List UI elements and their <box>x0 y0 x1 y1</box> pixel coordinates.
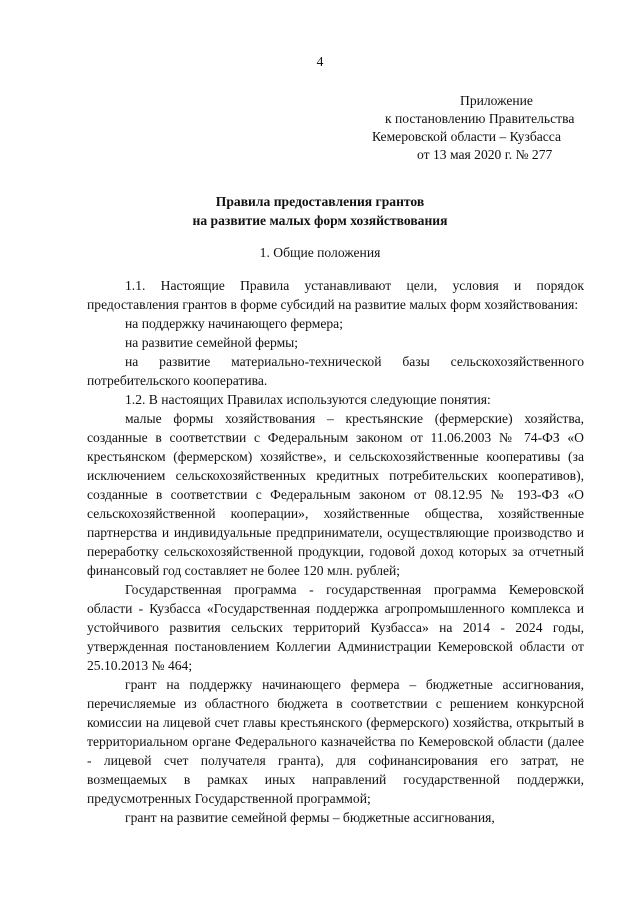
document-body <box>87 276 584 827</box>
paragraph: 1.1. Настоящие Правила устанавливают цели, условия и порядок предоставления грантов в форме субсидий на развитие малых форм хозяйствования: <box>87 278 584 312</box>
title-line: Правила предоставления грантов <box>215 194 425 209</box>
paragraph: на поддержку начинающего фермера; <box>125 316 343 331</box>
page-number: 4 <box>316 54 324 69</box>
paragraph: на развитие семейной фермы; <box>125 335 299 350</box>
document-title <box>0 192 640 230</box>
paragraph: малые формы хозяйствования – крестьянские (фермерские) хозяйства, созданные в соответствии с Федеральным законом от 11.06.2003 № 74-ФЗ «О крестьянском (фермерском) хозяйстве», и сельскохозяйственные кооперативы (за исключением сельскохозяйственных кредитных потребительских кооперативов), созданные в соответствии с Федеральным законом от 08.12.95 № 193-ФЗ «О сельскохозяйственной кооперации», хозяйственные общества, хозяйственные партнерства и индивидуальные предприниматели, осуществляющие производство и переработку сельскохозяйственной продукции, годовой доход которых за отчетный финансовый год составляет не более 120 млн. рублей; <box>87 411 584 578</box>
paragraph: грант на развитие семейной фермы – бюджетные ассигнования, <box>125 810 495 825</box>
section-heading: 1. Общие положения <box>259 245 381 260</box>
title-line: на развитие малых форм хозяйствования <box>192 213 448 228</box>
appendix-title: Приложение <box>460 93 533 108</box>
paragraph: Государственная программа - государственная программа Кемеровской области - Кузбасса «Государственная поддержка агропромышленного комплекса и устойчивого развития сельских территорий Кузбасса» на 2014 - 2024 годы, утвержденная постановлением Коллегии Администрации Кемеровской области от 25.10.2013 № 464; <box>87 582 584 673</box>
paragraph: на развитие материально-технической базы сельскохозяйственного потребительского кооператива. <box>87 354 584 388</box>
appendix-line: от 13 мая 2020 г. № 277 <box>417 147 553 162</box>
appendix-block <box>372 92 622 164</box>
paragraph: грант на поддержку начинающего фермера – бюджетные ассигнования, перечисляемые из областного бюджета в соответствии с решением конкурсной комиссии на лицевой счет главы крестьянского (фермерского) хозяйства, открытый в территориальном органе Федерального казначейства по Кемеровской области (далее - лицевой счет получателя гранта), для софинансирования его затрат, не возмещаемых в рамках иных направлений государственной поддержки, предусмотренных Государственной программой; <box>87 677 584 806</box>
appendix-line: Кемеровской области – Кузбасса <box>372 129 562 144</box>
appendix-line: к постановлению Правительства <box>385 111 575 126</box>
paragraph: 1.2. В настоящих Правилах используются следующие понятия: <box>125 392 491 407</box>
